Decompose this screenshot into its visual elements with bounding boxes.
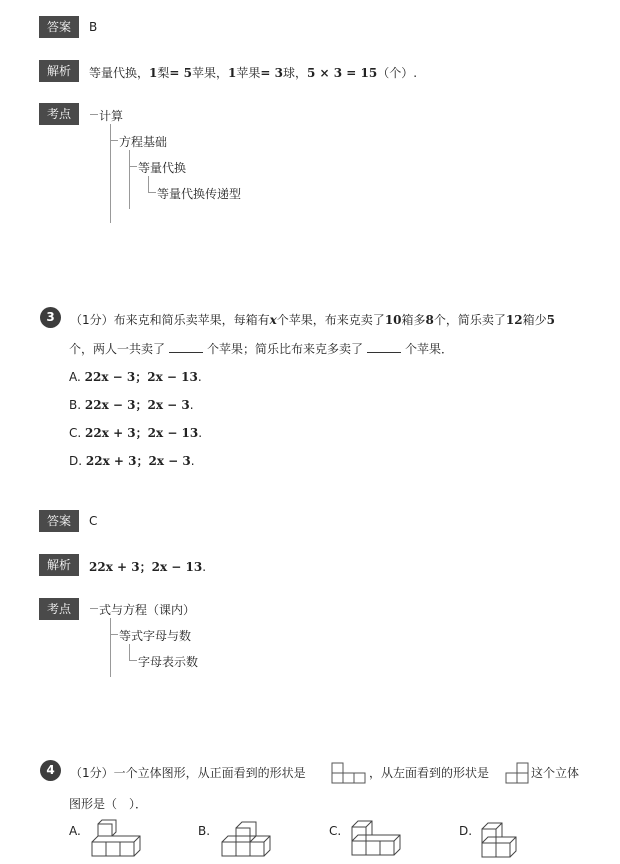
question-stem-line2: 个，两人一共卖了 个苹果；简乐比布来克多卖了 个苹果． — [69, 342, 454, 356]
front-view-icon — [331, 762, 367, 784]
tree-node: 字母表示数 — [138, 655, 199, 669]
option-d[interactable]: D. — [459, 824, 473, 838]
points-tag: 考点 — [39, 103, 79, 125]
tree-node: 等式字母与数 — [119, 629, 192, 643]
analysis-text: 等量代换，1梨= 5苹果，1苹果= 3球，5 × 3 = 15（个）. — [89, 66, 418, 80]
question-number: 4 — [40, 760, 61, 781]
tree-node: 等量代换 — [138, 161, 187, 175]
option-b[interactable]: B. 22x − 3；2x − 3. — [69, 398, 194, 412]
cube-figure-c-icon — [348, 815, 404, 860]
cube-figure-b-icon — [218, 818, 274, 860]
tree-node: 计算 — [99, 109, 124, 123]
answer-blank[interactable] — [367, 340, 401, 353]
option-c[interactable]: C. — [329, 824, 342, 838]
option-a[interactable]: A. — [69, 824, 81, 838]
analysis-text: 22x + 3；2x − 13. — [89, 560, 207, 574]
question-stem-line1: （1分）一个立体图形，从正面看到的形状是 — [70, 766, 306, 780]
analysis-tag: 解析 — [39, 554, 79, 576]
option-a[interactable]: A. 22x − 3；2x − 13. — [69, 370, 202, 384]
answer-value: B — [89, 20, 98, 34]
left-view-icon — [505, 762, 529, 784]
answer-value: C — [89, 514, 98, 528]
question-stem-line1c: 这个立体 — [531, 766, 580, 780]
answer-tag: 答案 — [39, 16, 79, 38]
question-number: 3 — [40, 307, 61, 328]
option-b[interactable]: B. — [198, 824, 211, 838]
tree-node: 式与方程（课内） — [99, 603, 196, 617]
tree-node: 等量代换传递型 — [157, 187, 242, 201]
points-tag: 考点 — [39, 598, 79, 620]
analysis-tag: 解析 — [39, 60, 79, 82]
option-c[interactable]: C. 22x + 3；2x − 13. — [69, 426, 203, 440]
question-stem-line2: 图形是（ ）． — [69, 797, 148, 811]
answer-blank[interactable] — [169, 340, 203, 353]
question-stem-line1b: ，从左面看到的形状是 — [369, 766, 490, 780]
cube-figure-a-icon — [88, 818, 144, 860]
option-d[interactable]: D. 22x + 3；2x − 3. — [69, 454, 195, 468]
tree-node: 方程基础 — [119, 135, 168, 149]
answer-tag: 答案 — [39, 510, 79, 532]
question-stem-line1: （1分）布来克和简乐卖苹果，每箱有x个苹果，布来克卖了10箱多8个，简乐卖了12箱少5 — [70, 313, 555, 327]
cube-figure-d-icon — [478, 815, 534, 860]
